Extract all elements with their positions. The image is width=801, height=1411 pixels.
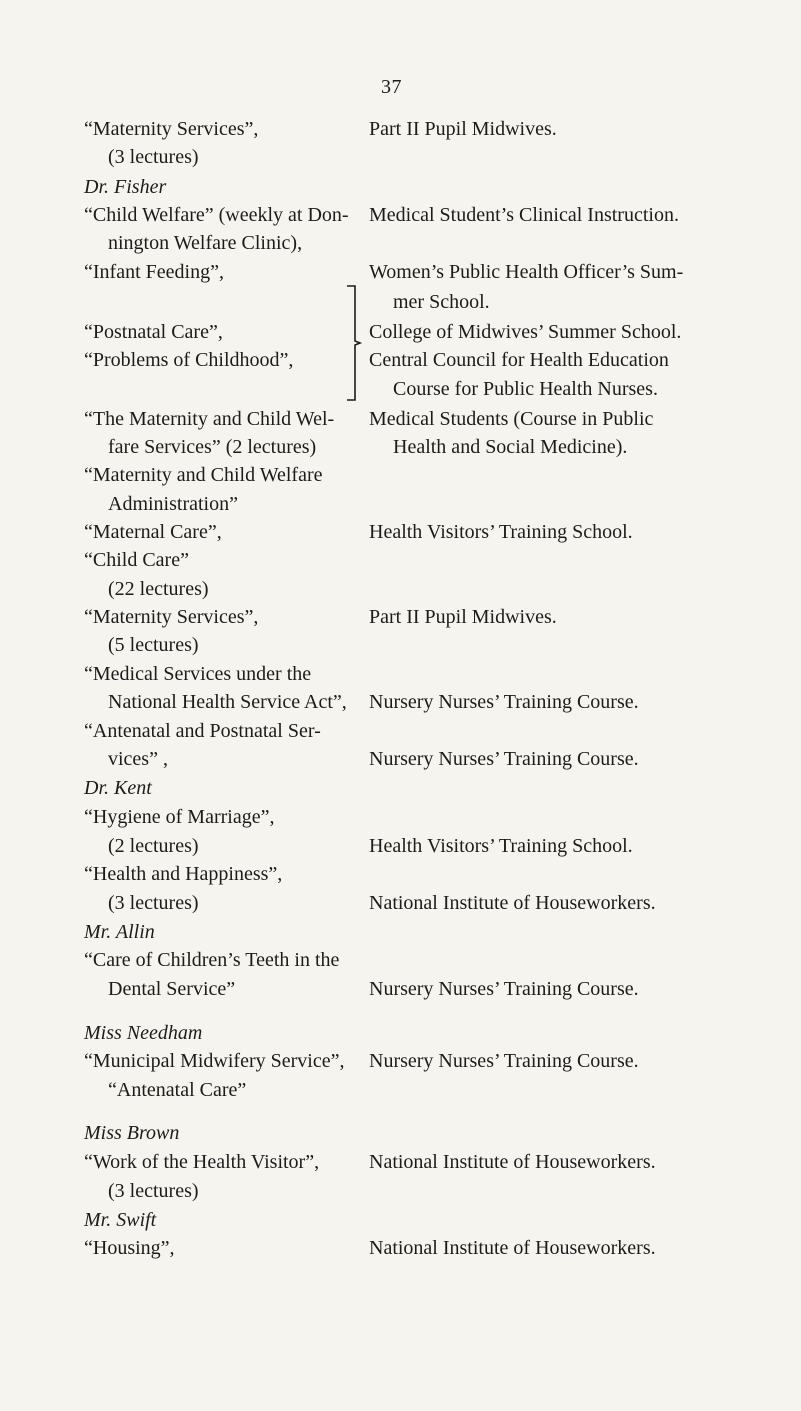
lecture-title: vices” , xyxy=(108,748,168,770)
lecture-title: “Problems of Childhood”, xyxy=(84,349,294,371)
audience-entry: Central Council for Health Education xyxy=(369,349,669,371)
lecture-count: (22 lectures) xyxy=(108,578,209,600)
lecturer-heading: Mr. Swift xyxy=(84,1209,157,1231)
page-number: 37 xyxy=(381,76,402,98)
lecture-count: (3 lectures) xyxy=(108,1180,199,1202)
lecture-title: “Maternity and Child Welfare xyxy=(84,464,323,486)
audience-entry: National Institute of Houseworkers. xyxy=(369,1151,656,1173)
lecturer-heading: Miss Brown xyxy=(84,1122,180,1144)
audience-entry: Medical Students (Course in Public xyxy=(369,408,654,430)
lecture-title: “Health and Happiness”, xyxy=(84,863,283,885)
audience-entry: Course for Public Health Nurses. xyxy=(393,378,658,400)
audience-entry: Nursery Nurses’ Training Course. xyxy=(369,978,639,1000)
lecture-title: “Antenatal and Postnatal Ser- xyxy=(84,720,321,742)
audience-entry: Health and Social Medicine). xyxy=(393,436,628,458)
lecturer-heading: Dr. Kent xyxy=(84,777,152,799)
lecture-title: “Infant Feeding”, xyxy=(84,261,224,283)
audience-entry: Nursery Nurses’ Training Course. xyxy=(369,748,639,770)
lecturer-heading: Mr. Allin xyxy=(84,921,155,943)
lecture-title: “Maternity Services”, xyxy=(84,118,259,140)
lecture-title: “Child Care” xyxy=(84,549,189,571)
lecture-title: nington Welfare Clinic), xyxy=(108,232,303,254)
lecture-count: (5 lectures) xyxy=(108,634,199,656)
lecture-title: “Work of the Health Visitor”, xyxy=(84,1151,320,1173)
audience-entry: National Institute of Houseworkers. xyxy=(369,1237,656,1259)
audience-entry: Women’s Public Health Officer’s Sum- xyxy=(369,261,684,283)
audience-entry: Part II Pupil Midwives. xyxy=(369,606,557,628)
lecture-title: fare Services” (2 lectures) xyxy=(108,436,317,458)
lecture-title: Administration” xyxy=(108,493,238,515)
lecture-title: “Antenatal Care” xyxy=(108,1079,247,1101)
lecturer-heading: Dr. Fisher xyxy=(84,176,167,198)
audience-entry: Health Visitors’ Training School. xyxy=(369,835,633,857)
lecturer-heading: Miss Needham xyxy=(84,1022,203,1044)
audience-entry: College of Midwives’ Summer School. xyxy=(369,321,682,343)
lecture-count: (3 lectures) xyxy=(108,892,199,914)
lecture-count: (3 lectures) xyxy=(108,146,199,168)
lecture-title: “The Maternity and Child Wel- xyxy=(84,408,335,430)
audience-entry: Medical Student’s Clinical Instruction. xyxy=(369,204,679,226)
lecture-title: “Hygiene of Marriage”, xyxy=(84,806,275,828)
audience-entry: mer School. xyxy=(393,291,490,313)
lecture-title: National Health Service Act”, xyxy=(108,691,347,713)
audience-entry: Health Visitors’ Training School. xyxy=(369,521,633,543)
audience-entry: Nursery Nurses’ Training Course. xyxy=(369,1050,639,1072)
lecture-title: “Municipal Midwifery Service”, xyxy=(84,1050,345,1072)
grouping-brace xyxy=(345,284,363,402)
audience-entry: Part II Pupil Midwives. xyxy=(369,118,557,140)
lecture-title: Dental Service” xyxy=(108,978,236,1000)
lecture-title: “Maternity Services”, xyxy=(84,606,259,628)
lecture-count: (2 lectures) xyxy=(108,835,199,857)
lecture-title: “Care of Children’s Teeth in the xyxy=(84,949,340,971)
audience-entry: National Institute of Houseworkers. xyxy=(369,892,656,914)
lecture-title: “Maternal Care”, xyxy=(84,521,222,543)
lecture-title: “Child Welfare” (weekly at Don- xyxy=(84,204,349,226)
lecture-title: “Postnatal Care”, xyxy=(84,321,223,343)
lecture-title: “Medical Services under the xyxy=(84,663,312,685)
lecture-title: “Housing”, xyxy=(84,1237,175,1259)
audience-entry: Nursery Nurses’ Training Course. xyxy=(369,691,639,713)
